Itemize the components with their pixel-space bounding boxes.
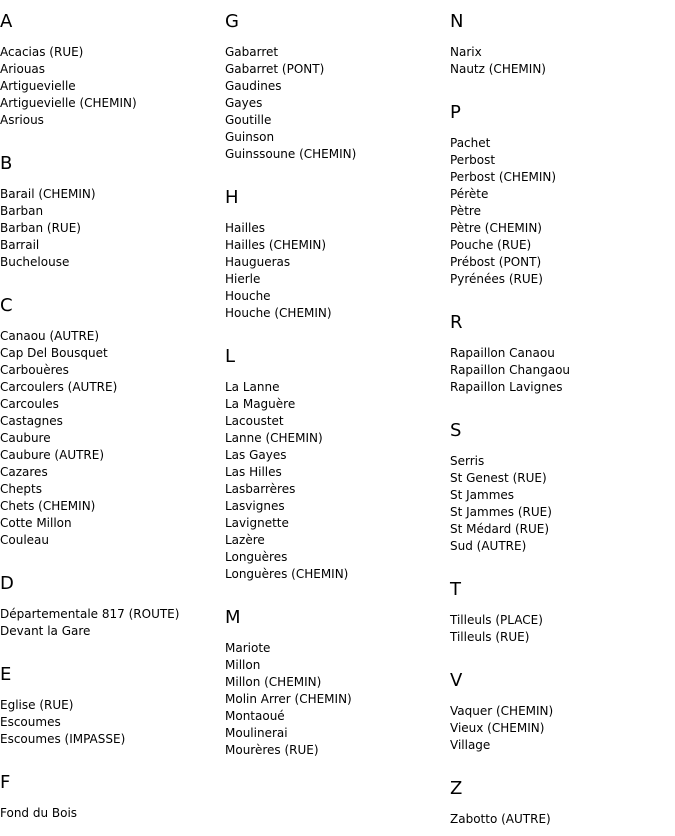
street-name: Hailles	[225, 221, 266, 235]
street-name: Las Gayes	[225, 448, 287, 462]
street-name: Tilleuls (PLACE)	[450, 613, 543, 627]
street-name: Guinson	[225, 130, 275, 144]
index-letter-c: C	[0, 295, 13, 316]
street-name: Barban	[0, 204, 44, 218]
street-name: Sud (AUTRE)	[450, 539, 527, 553]
street-name: Barrail	[0, 238, 40, 252]
street-name: St Médard (RUE)	[450, 522, 550, 536]
street-name: Buchelouse	[0, 255, 70, 269]
street-name: Acacias (RUE)	[0, 45, 84, 59]
street-name: Goutille	[225, 113, 272, 127]
street-name: Artiguevielle (CHEMIN)	[0, 96, 137, 110]
street-name: Houche	[225, 289, 271, 303]
index-letter-h: H	[225, 187, 239, 208]
street-name: Artiguevielle	[0, 79, 76, 93]
street-name: Narix	[450, 45, 482, 59]
index-letter-s: S	[450, 420, 462, 441]
street-name: Pyrénées (RUE)	[450, 272, 543, 286]
street-name: Gaudines	[225, 79, 282, 93]
street-name: Tilleuls (RUE)	[450, 630, 530, 644]
index-letter-m: M	[225, 607, 241, 628]
street-name: Prébost (PONT)	[450, 255, 542, 269]
street-name: Haugueras	[225, 255, 291, 269]
street-name: Carcoules	[0, 397, 59, 411]
street-name: Rapaillon Canaou	[450, 346, 555, 360]
street-name: Hierle	[225, 272, 261, 286]
street-name: Ariouas	[0, 62, 46, 76]
street-name: Las Hilles	[225, 465, 282, 479]
street-name: Mourères (RUE)	[225, 743, 319, 757]
street-name: Village	[450, 738, 491, 752]
street-name: Longuères	[225, 550, 288, 564]
street-name: Rapaillon Changaou	[450, 363, 571, 377]
index-letter-g: G	[225, 11, 239, 32]
street-name: Chepts	[0, 482, 42, 496]
street-name: Devant la Gare	[0, 624, 91, 638]
street-name: Chets (CHEMIN)	[0, 499, 96, 513]
street-name: Caubure	[0, 431, 51, 445]
street-name: Perbost	[450, 153, 496, 167]
street-name: Asrious	[0, 113, 44, 127]
street-name: Cotte Millon	[0, 516, 72, 530]
street-name: Escoumes	[0, 715, 61, 729]
street-name: Cap Del Bousquet	[0, 346, 108, 360]
street-name: Gabarret (PONT)	[225, 62, 325, 76]
street-name: Molin Arrer (CHEMIN)	[225, 692, 352, 706]
street-name: Barban (RUE)	[0, 221, 81, 235]
index-letter-v: V	[450, 670, 463, 691]
index-letter-f: F	[0, 772, 11, 793]
street-name: Pètre	[450, 204, 481, 218]
street-name: Eglise (RUE)	[0, 698, 74, 712]
street-name: Gayes	[225, 96, 263, 110]
index-letter-z: Z	[450, 778, 463, 799]
street-name: Carbouères	[0, 363, 69, 377]
street-name: Pètre (CHEMIN)	[450, 221, 542, 235]
index-letter-p: P	[450, 102, 461, 123]
street-name: Escoumes (IMPASSE)	[0, 732, 126, 746]
street-name: Montaoué	[225, 709, 285, 723]
street-name: Caubure (AUTRE)	[0, 448, 105, 462]
street-name: Lasbarrères	[225, 482, 296, 496]
street-name: Millon (CHEMIN)	[225, 675, 322, 689]
street-name: Canaou (AUTRE)	[0, 329, 100, 343]
street-name: Nautz (CHEMIN)	[450, 62, 546, 76]
street-name: La Maguère	[225, 397, 296, 411]
index-letter-r: R	[450, 312, 463, 333]
street-name: St Genest (RUE)	[450, 471, 547, 485]
street-name: Pérète	[450, 187, 489, 201]
street-name: Mariote	[225, 641, 271, 655]
street-name: Vaquer (CHEMIN)	[450, 704, 554, 718]
street-name: Gabarret	[225, 45, 279, 59]
street-name: Lacoustet	[225, 414, 284, 428]
street-name: Vieux (CHEMIN)	[450, 721, 545, 735]
street-name: Serris	[450, 454, 485, 468]
street-name: Houche (CHEMIN)	[225, 306, 332, 320]
index-letter-b: B	[0, 153, 13, 174]
street-name: Millon	[225, 658, 261, 672]
street-name: Hailles (CHEMIN)	[225, 238, 327, 252]
street-name: Zabotto (AUTRE)	[450, 812, 551, 826]
street-name: La Lanne	[225, 380, 280, 394]
index-letter-n: N	[450, 11, 464, 32]
street-name: Rapaillon Lavignes	[450, 380, 563, 394]
street-name: Pouche (RUE)	[450, 238, 532, 252]
index-letter-e: E	[0, 664, 12, 685]
street-name: Pachet	[450, 136, 491, 150]
street-name: Lanne (CHEMIN)	[225, 431, 323, 445]
street-name: Cazares	[0, 465, 48, 479]
index-letter-l: L	[225, 346, 236, 367]
street-name: Lavignette	[225, 516, 289, 530]
street-name: Barail (CHEMIN)	[0, 187, 96, 201]
street-name: Départementale 817 (ROUTE)	[0, 607, 180, 621]
street-name: Lasvignes	[225, 499, 285, 513]
street-name: St Jammes (RUE)	[450, 505, 552, 519]
index-letter-d: D	[0, 573, 14, 594]
index-letter-t: T	[450, 579, 461, 600]
street-name: Moulinerai	[225, 726, 288, 740]
street-name: Carcoulers (AUTRE)	[0, 380, 118, 394]
street-name: Longuères (CHEMIN)	[225, 567, 349, 581]
street-name: Fond du Bois	[0, 806, 78, 820]
street-name: St Jammes	[450, 488, 515, 502]
street-name: Lazère	[225, 533, 265, 547]
street-name: Guinssoune (CHEMIN)	[225, 147, 357, 161]
street-name: Castagnes	[0, 414, 63, 428]
street-name: Couleau	[0, 533, 50, 547]
index-letter-a: A	[0, 11, 13, 32]
street-name: Perbost (CHEMIN)	[450, 170, 557, 184]
